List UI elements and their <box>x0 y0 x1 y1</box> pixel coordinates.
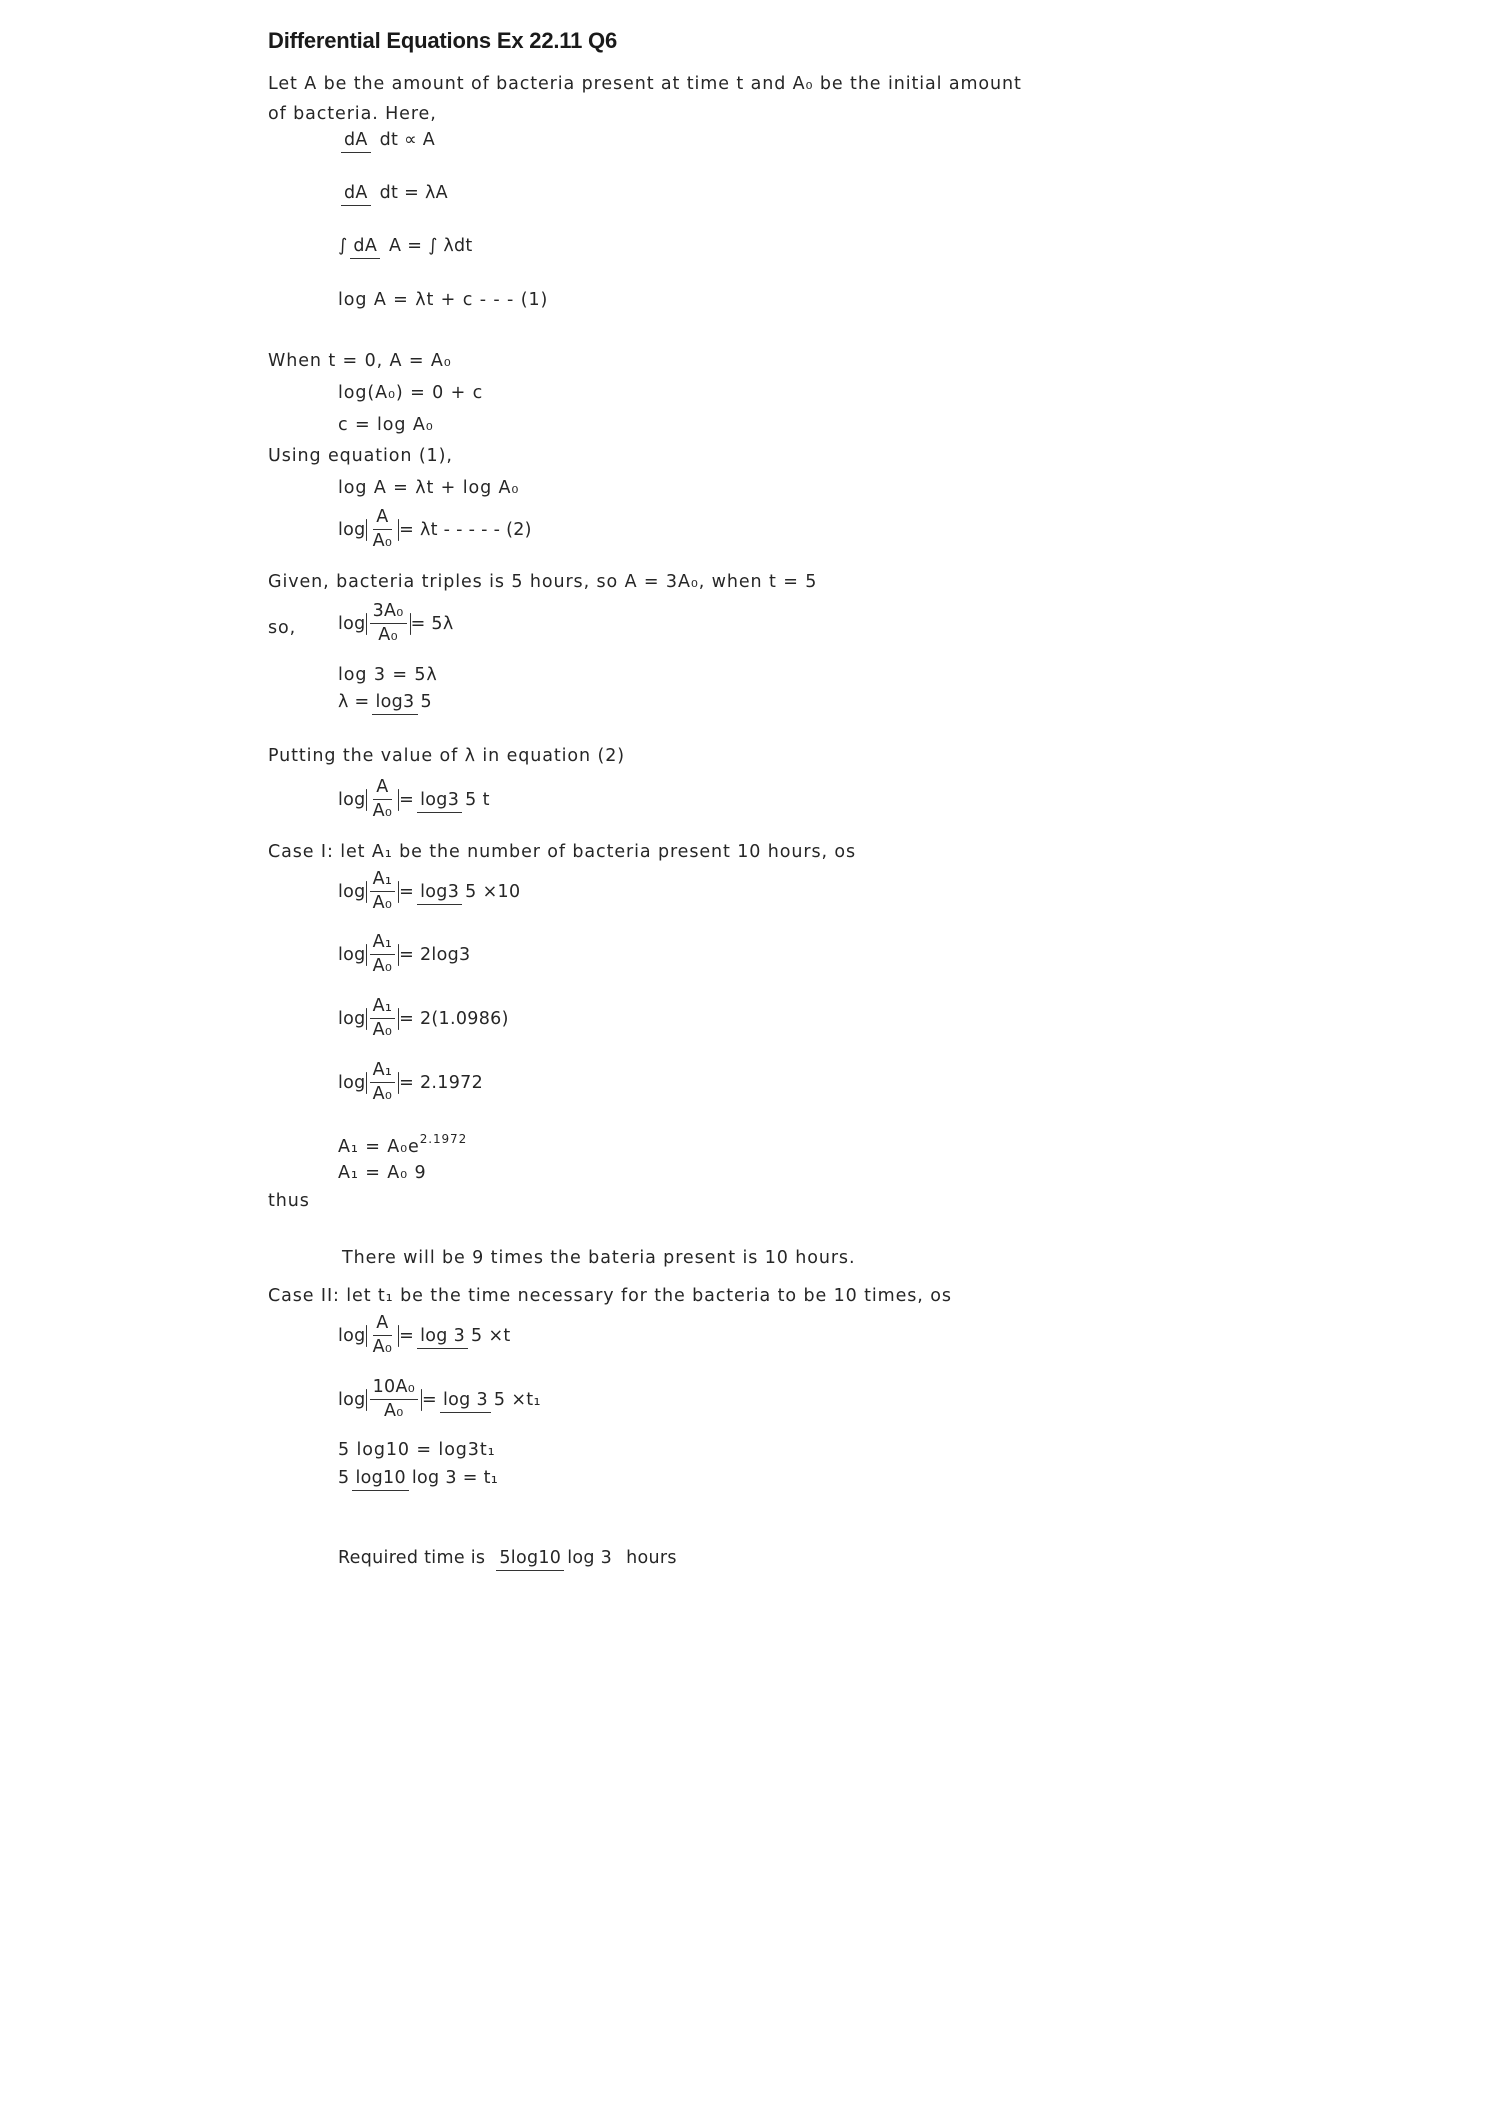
equals: = <box>422 1389 438 1410</box>
required-prefix: Required time is <box>338 1548 486 1569</box>
exponent: 2.1972 <box>419 1132 468 1146</box>
fraction <box>350 236 404 256</box>
numerator: log3 <box>417 882 462 905</box>
numerator: A <box>373 778 391 800</box>
required-suffix: hours <box>626 1548 677 1569</box>
equals: = <box>399 1325 415 1346</box>
numerator: A₁ <box>370 1061 396 1083</box>
rhs: = 2log3 <box>399 944 471 965</box>
variable-t: t <box>482 789 490 810</box>
fraction <box>341 183 401 203</box>
eq-triple <box>338 602 454 646</box>
putting-statement: Putting the value of λ in equation (2) <box>268 746 625 766</box>
denominator: dt <box>379 130 399 150</box>
numerator: 3A₀ <box>370 602 407 624</box>
log-text: log <box>338 1389 366 1410</box>
log-text: log <box>338 881 366 902</box>
case1-eq-1 <box>338 870 520 914</box>
case2-eq-2 <box>338 1378 541 1422</box>
denominator: 5 <box>420 692 432 712</box>
log-text: log <box>338 1325 366 1346</box>
rhs: = 2(1.0986) <box>399 1008 509 1029</box>
thus-label: thus <box>268 1191 310 1211</box>
denominator: 5 <box>471 1325 483 1346</box>
coefficient: 5 <box>338 1468 350 1489</box>
times-t: ×t <box>488 1325 511 1346</box>
rhs: = 2.1972 <box>399 1072 484 1093</box>
eq-rate <box>338 183 448 203</box>
intro-line-1: Let A be the amount of bacteria present at time t and A₀ be the initial amount <box>268 74 1022 94</box>
case1-eq-4 <box>338 1061 483 1105</box>
denominator: dt <box>379 183 399 203</box>
denominator: A₀ <box>384 1401 404 1422</box>
eq-substituted: log A = λt + log A₀ <box>338 478 520 498</box>
case-2-heading: Case II: let t₁ be the time necessary for the bacteria to be 10 times, os <box>268 1286 952 1306</box>
log-text: log <box>338 1072 366 1093</box>
times-ten: ×10 <box>482 881 521 902</box>
parenthesis <box>366 602 411 646</box>
numerator: A <box>373 1314 391 1336</box>
numerator: log10 <box>352 1468 408 1491</box>
rhs: = ∫ λdt <box>407 236 473 257</box>
denominator: A <box>388 236 402 256</box>
denominator: 5 <box>493 1389 506 1410</box>
denominator: 5 <box>465 881 477 902</box>
so-label: so, <box>268 618 297 638</box>
numerator: log3 <box>417 790 462 813</box>
eq-lambda <box>338 692 438 712</box>
fraction <box>341 130 401 150</box>
lhs: λ = <box>338 692 370 713</box>
log-text: log <box>338 789 366 810</box>
parenthesis <box>366 508 400 552</box>
times-t1: ×t₁ <box>511 1389 541 1410</box>
log-text: log <box>338 1008 366 1029</box>
eq-log-solution: log A = λt + c - - - (1) <box>338 290 549 310</box>
equals: = <box>399 789 415 810</box>
case1-eq-3 <box>338 997 509 1041</box>
initial-condition: When t = 0, A = A₀ <box>268 351 452 371</box>
denominator: A₀ <box>372 801 393 822</box>
numerator: dA <box>341 183 371 206</box>
integral-sign: ∫ <box>338 236 348 257</box>
eq-log3: log 3 = 5λ <box>338 665 438 685</box>
numerator: A <box>373 508 391 530</box>
case1-result-eq: A₁ = A₀ 9 <box>338 1163 427 1183</box>
case2-eq-3: 5 log10 = log3t₁ <box>338 1440 496 1460</box>
numerator: 5log10 <box>496 1548 564 1571</box>
case1-eq-2 <box>338 933 470 977</box>
using-equation-1: Using equation (1), <box>268 446 453 466</box>
denominator: A₀ <box>378 625 398 646</box>
eq-proportional <box>338 130 435 150</box>
numerator: A₁ <box>370 933 396 955</box>
eq-integral <box>338 236 473 256</box>
numerator: log3 <box>372 692 417 715</box>
numerator: A₁ <box>370 997 396 1019</box>
case1-exp <box>338 1133 467 1157</box>
denominator: A₀ <box>372 1084 393 1105</box>
denominator: A₀ <box>372 531 393 552</box>
denominator: A₀ <box>372 1337 393 1358</box>
rhs: = 5λ <box>410 613 454 634</box>
denominator: log 3 <box>411 1468 457 1488</box>
numerator: log 3 <box>417 1326 468 1349</box>
numerator: A₁ <box>370 870 396 892</box>
denominator: 5 <box>465 789 477 810</box>
rhs: = λA <box>404 183 448 204</box>
eq-log-a0: log(A₀) = 0 + c <box>338 383 484 403</box>
intro-line-2: of bacteria. Here, <box>268 104 437 124</box>
page-title: Differential Equations Ex 22.11 Q6 <box>268 28 617 53</box>
case2-eq-4 <box>338 1468 498 1488</box>
numerator: log 3 <box>440 1390 491 1413</box>
numerator: dA <box>350 236 380 259</box>
denominator: A₀ <box>372 893 393 914</box>
eq-constant: c = log A₀ <box>338 415 434 435</box>
case1-conclusion: There will be 9 times the bateria present is 10 hours. <box>342 1248 856 1268</box>
denominator: A₀ <box>372 1020 393 1041</box>
log-text: log <box>338 519 366 540</box>
required-time <box>338 1548 677 1568</box>
denominator: log 3 <box>567 1548 613 1568</box>
eq-general <box>338 778 490 822</box>
case-1-heading: Case I: let A₁ be the number of bacteria present 10 hours, os <box>268 842 857 862</box>
rhs: = t₁ <box>462 1468 499 1489</box>
rhs: = λt - - - - - (2) <box>399 519 532 540</box>
equals: = <box>399 881 415 902</box>
given-statement: Given, bacteria triples is 5 hours, so A = 3A₀, when t = 5 <box>268 572 818 592</box>
log-text: log <box>338 944 366 965</box>
rhs: ∝ A <box>404 130 436 151</box>
log-text: log <box>338 613 366 634</box>
denominator: A₀ <box>372 956 393 977</box>
parenthesis <box>366 778 400 822</box>
numerator: 10A₀ <box>370 1378 418 1400</box>
eq-2 <box>338 508 532 552</box>
base: A₁ = A₀e <box>338 1137 420 1157</box>
case2-eq-1 <box>338 1314 511 1358</box>
numerator: dA <box>341 130 371 153</box>
